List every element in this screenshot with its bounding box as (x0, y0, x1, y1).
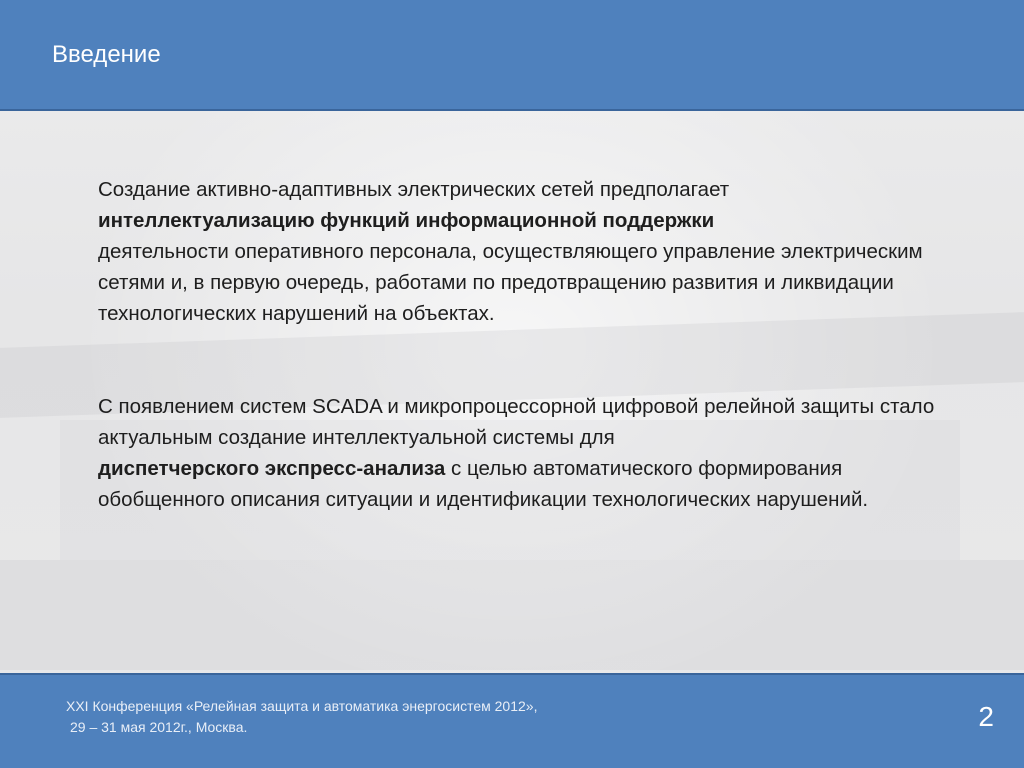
paragraph-2 (98, 391, 938, 515)
background-photo-band (0, 560, 1024, 670)
slide-body (98, 174, 938, 515)
conference-date-location: 29 – 31 мая 2012г., Москва. (70, 719, 248, 735)
paragraph-2-intro: С появлением систем SCADA и микропроцессорной цифровой релейной защиты стало актуальным создание интеллектуальной системы для (98, 395, 935, 449)
conference-info (66, 696, 537, 738)
paragraph-2-emphasis: диспетчерского экспресс-анализа (98, 457, 446, 480)
paragraph-2-rest: с целью автоматического формирования обобщенного описания ситуации и идентификации технологических нарушений. (98, 457, 869, 511)
slide-footer (0, 673, 1024, 768)
paragraph-1-rest: деятельности оперативного персонала, осуществляющего управление электрическим сетями и, в первую очередь, работами по предотвращению развития и ликвидации технологических нарушений на объектах. (98, 240, 923, 325)
paragraph-1-emphasis: интеллектуализацию функций информационной поддержки (98, 209, 715, 232)
paragraph-1-intro: Создание активно-адаптивных электрических сетей предполагает (98, 178, 730, 201)
conference-title: XXI Конференция «Релейная защита и автоматика энергосистем 2012», (66, 698, 538, 714)
paragraph-1 (98, 174, 938, 329)
slide-title: Введение (52, 41, 161, 68)
slide-header (0, 0, 1024, 111)
page-number: 2 (978, 701, 994, 732)
